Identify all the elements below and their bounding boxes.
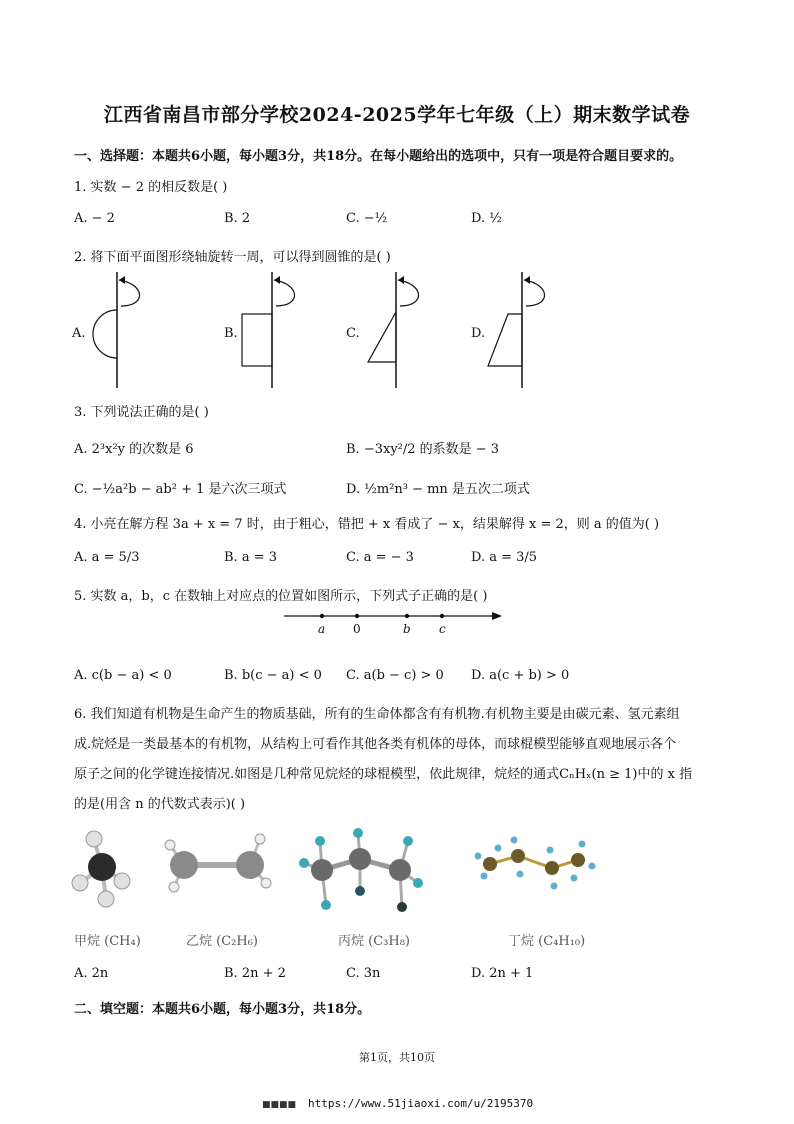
ethane-model-image: [162, 825, 277, 905]
q4-option-d: D. a = 3/5: [471, 550, 538, 565]
q2-stem: 2. 将下面平面图形绕轴旋转一周，可以得到圆锥的是( ): [74, 250, 391, 265]
q3-option-a: A. 2³x²y 的次数是 6: [74, 442, 194, 457]
q4-option-a: A. a = 5/3: [74, 550, 140, 565]
q1-option-c: C. −½: [346, 211, 388, 226]
q5-label-0: 0: [353, 622, 361, 636]
q4-option-b: B. a = 3: [224, 550, 277, 565]
q5-option-a: A. c(b − a) < 0: [74, 668, 172, 683]
q5-option-c: C. a(b − c) > 0: [346, 668, 444, 683]
q5-option-b: B. b(c − a) < 0: [224, 668, 322, 683]
page-title: 江西省南昌市部分学校2024-2025学年七年级（上）期末数学试卷: [103, 104, 691, 126]
q6-option-d: D. 2n + 1: [471, 966, 534, 981]
q5-label-c: c: [439, 622, 446, 636]
methane-model-image: [70, 825, 140, 915]
q6-line2: 成.烷烃是一类最基本的有机物，从结构上可看作其他各类有机体的母体，而球棍模型能够直观地展示各个: [74, 737, 677, 752]
q3-stem: 3. 下列说法正确的是( ): [74, 405, 209, 420]
q2-option-b: B.: [224, 326, 238, 341]
q4-stem: 4. 小亮在解方程 3a + x = 7 时，由于粗心，错把 + x 看成了 − x，结果解得 x = 2，则 a 的值为( ): [74, 517, 660, 532]
q2-figure-a: [85, 270, 155, 390]
q6-option-a: A. 2n: [74, 966, 109, 981]
propane-model-image: [292, 825, 432, 920]
section1-heading: 一、选择题：本题共6小题，每小题3分，共18分。在每小题给出的选项中，只有一项是符合题目要求的。: [74, 149, 683, 164]
q1-stem: 1. 实数 − 2 的相反数是( ): [74, 180, 228, 195]
q5-option-d: D. a(c + b) > 0: [471, 668, 570, 683]
watermark-icon: ■■■■: [262, 1100, 297, 1110]
q3-option-b: B. −3xy²/2 的系数是 − 3: [346, 442, 500, 457]
q1-option-b: B. 2: [224, 211, 251, 226]
q6-option-c: C. 3n: [346, 966, 381, 981]
q5-label-a: a: [318, 622, 326, 636]
q5-stem: 5. 实数 a，b，c 在数轴上对应点的位置如图所示，下列式子正确的是( ): [74, 589, 488, 604]
q2-figure-c: [360, 270, 430, 390]
q2-figure-d: [486, 270, 556, 390]
source-url-link[interactable]: https://www.51jiaoxi.com/u/2195370: [308, 1097, 534, 1110]
q1-option-d: D. ½: [471, 211, 502, 226]
q1-option-a: A. − 2: [74, 211, 115, 226]
q3-option-c: C. −½a²b − ab² + 1 是六次三项式: [74, 482, 287, 497]
q6-line3: 原子之间的化学键连接情况.如图是几种常见烷烃的球棍模型，依此规律，烷烃的通式CₙHₓ(n ≥ 1)中的 x 指: [74, 767, 693, 782]
butane-model-image: [470, 830, 600, 900]
q3-option-d: D. ½m²n³ − mn 是五次二项式: [346, 482, 530, 497]
methane-label: 甲烷 (CH₄): [74, 934, 141, 949]
q6-line4: 的是(用含 n 的代数式表示)( ): [74, 797, 246, 812]
q2-option-d: D.: [471, 326, 486, 341]
page-number: 第1页，共10页: [359, 1051, 435, 1064]
q4-option-c: C. a = − 3: [346, 550, 414, 565]
q6-option-b: B. 2n + 2: [224, 966, 286, 981]
propane-label: 丙烷 (C₃H₈): [338, 934, 410, 949]
q2-figure-b: [236, 270, 306, 390]
q5-label-b: b: [403, 622, 411, 636]
q2-option-a: A.: [72, 326, 86, 341]
ethane-label: 乙烷 (C₂H₆): [186, 934, 258, 949]
butane-label: 丁烷 (C₄H₁₀): [508, 934, 586, 949]
q2-option-c: C.: [346, 326, 360, 341]
q6-line1: 6. 我们知道有机物是生命产生的物质基础，所有的生命体都含有有机物.有机物主要是由碳元素、氢元素组: [74, 707, 680, 722]
section2-heading: 二、填空题：本题共6小题，每小题3分，共18分。: [74, 1002, 371, 1017]
